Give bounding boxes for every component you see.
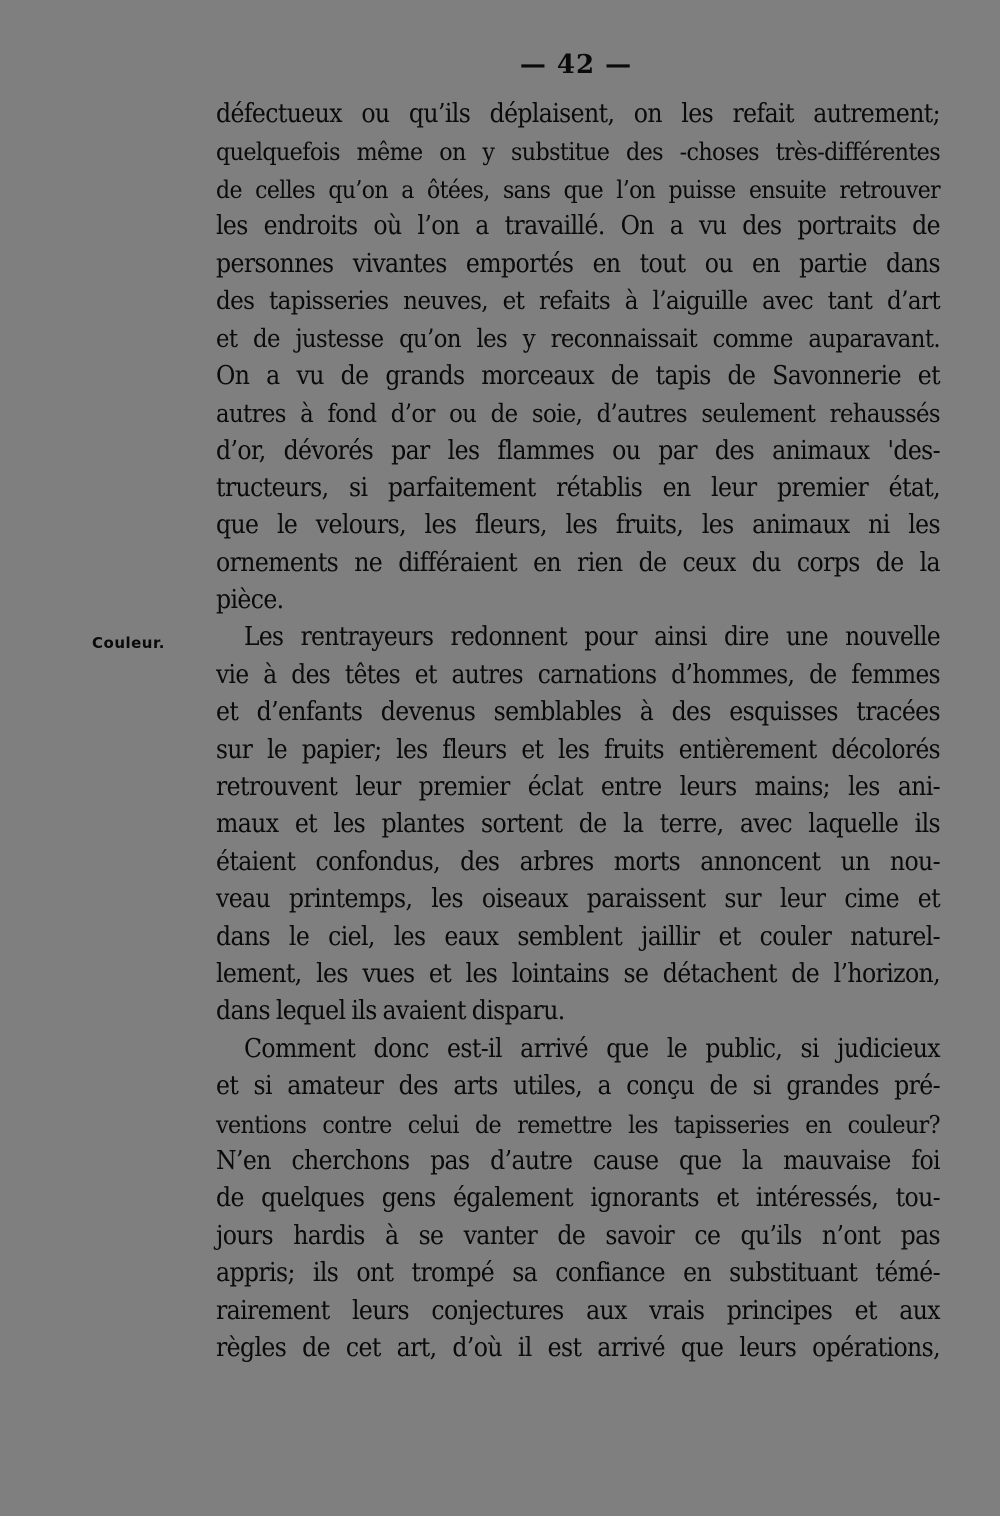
- text-line: défectueux ou qu’ils déplaisent, on les refait autrement;: [216, 99, 940, 129]
- text-line: que le velours, les fleurs, les fruits, les animaux ni les: [216, 510, 940, 541]
- text-line: retrouvent leur premier éclat entre leurs mains; les ani-: [216, 772, 940, 803]
- text-line: dans le ciel, les eaux semblent jaillir et couler naturel-: [216, 921, 940, 952]
- text-line: de celles qu’on a ôtées, sans que l’on puisse ensuite retrouver: [216, 174, 940, 204]
- page-number: — 42 —: [519, 50, 633, 80]
- text-line: dans lequel ils avaient disparu.: [216, 996, 565, 1027]
- text-line: les endroits où l’on a travaillé. On a vu des portraits de: [216, 211, 940, 242]
- text-line: rairement leurs conjectures aux vrais principes et aux: [216, 1295, 940, 1326]
- text-line: et si amateur des arts utiles, a conçu de si grandes pré-: [216, 1071, 940, 1102]
- text-line: jours hardis à se vanter de savoir ce qu’ils n’ont pas: [216, 1220, 940, 1251]
- text-line: vie à des têtes et autres carnations d’hommes, de femmes: [216, 659, 940, 690]
- text-line: sur le papier; les fleurs et les fruits entièrement décolorés: [216, 734, 940, 765]
- text-line: appris; ils ont trompé sa confiance en substituant témé-: [216, 1258, 940, 1289]
- text-line: tructeurs, si parfaitement rétablis en leur premier état,: [216, 472, 940, 503]
- text-line: étaient confondus, des arbres morts annoncent un nou-: [216, 846, 940, 877]
- text-line: pièce.: [216, 585, 284, 616]
- text-line: ventions contre celui de remettre les tapisseries en couleur?: [216, 1109, 940, 1139]
- text-line: d’or, dévorés par les flammes ou par des animaux 'des-: [216, 435, 940, 466]
- text-line: autres à fond d’or ou de soie, d’autres seulement rehaussés: [216, 399, 940, 429]
- text-line: personnes vivantes emportés en tout ou en partie dans: [216, 248, 940, 279]
- text-line: quelquefois même on y substitue des -choses très-différentes: [216, 137, 940, 167]
- text-line: de quelques gens également ignorants et intéressés, tou-: [216, 1183, 940, 1214]
- text-line: On a vu de grands morceaux de tapis de Savonnerie et: [216, 360, 940, 391]
- text-line: ornements ne différaient en rien de ceux du corps de la: [216, 547, 940, 578]
- text-line: et d’enfants devenus semblables à des esquisses tracées: [216, 697, 940, 728]
- text-line: lement, les vues et les lointains se détachent de l’horizon,: [216, 958, 940, 989]
- text-line: Les rentrayeurs redonnent pour ainsi dire une nouvelle: [244, 622, 940, 653]
- body-text: [216, 96, 940, 1367]
- text-line: et de justesse qu’on les y reconnaissait comme auparavant.: [216, 324, 940, 354]
- margin-note-couleur: Couleur.: [92, 634, 165, 652]
- text-line: N’en cherchons pas d’autre cause que la mauvaise foi: [216, 1145, 940, 1176]
- text-line: maux et les plantes sortent de la terre, avec laquelle ils: [216, 809, 940, 840]
- text-line: des tapisseries neuves, et refaits à l’aiguille avec tant d’art: [216, 285, 940, 316]
- text-line: veau printemps, les oiseaux paraissent sur leur cime et: [216, 884, 940, 915]
- text-line: Comment donc est-il arrivé que le public, si judicieux: [244, 1033, 940, 1064]
- text-line: règles de cet art, d’où il est arrivé que leurs opérations,: [216, 1332, 940, 1363]
